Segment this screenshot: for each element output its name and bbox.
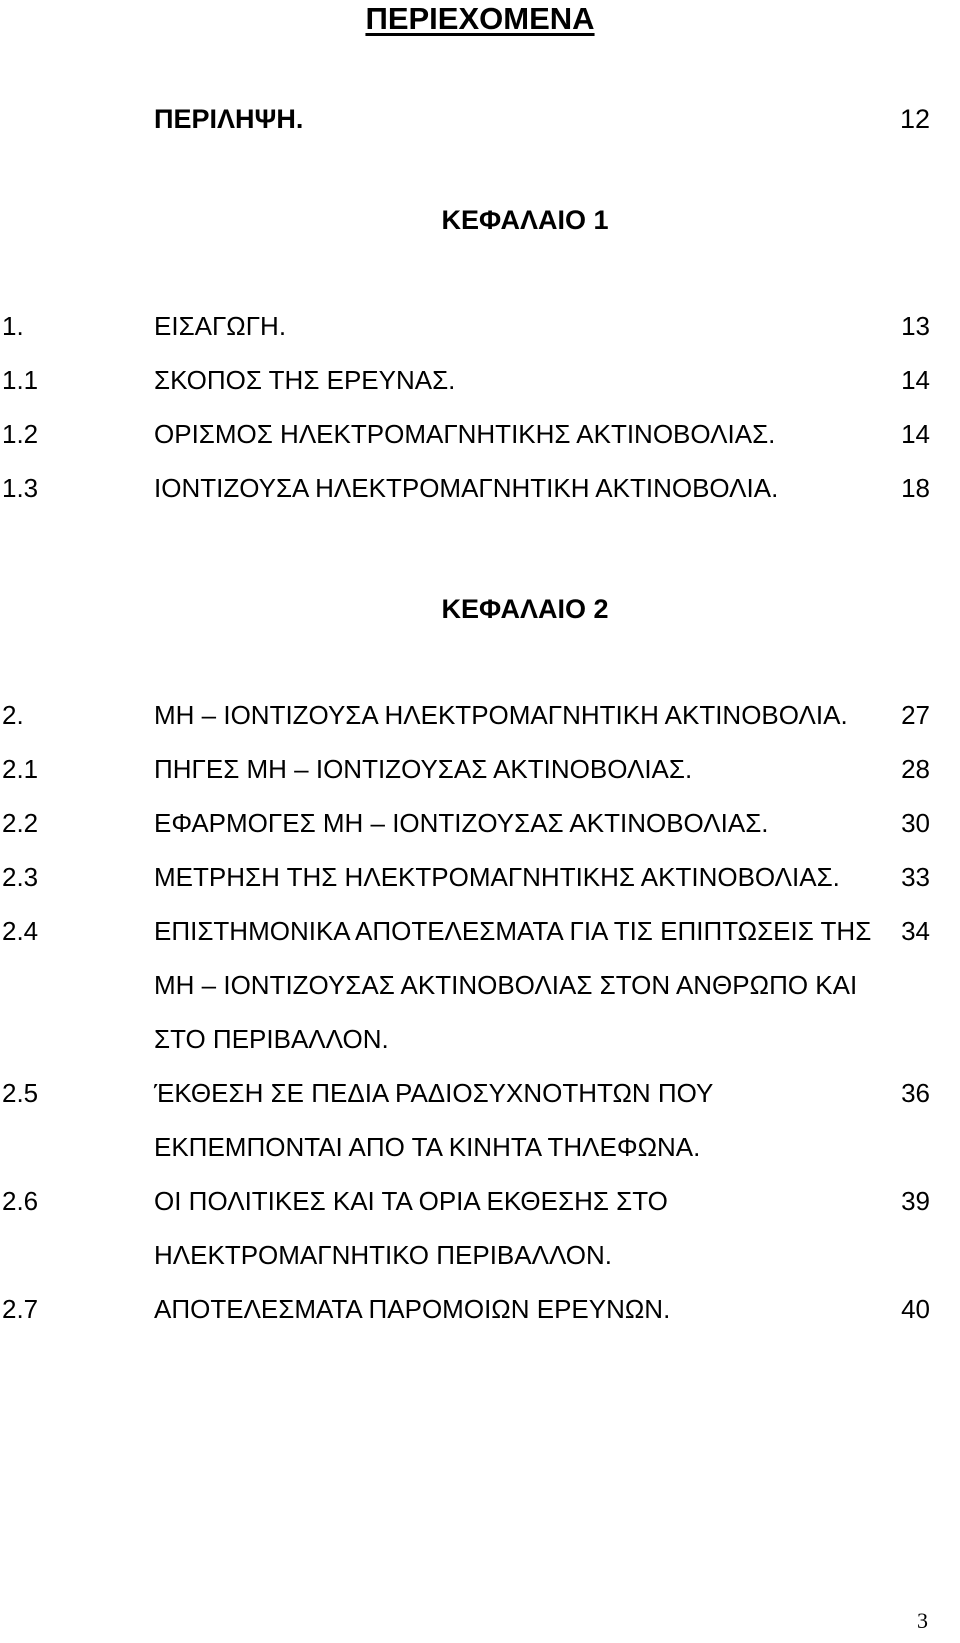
toc-page: 33 <box>901 862 930 892</box>
toc-page: 28 <box>901 754 930 784</box>
toc-page: 34 <box>901 916 930 946</box>
chapter-2-heading: ΚΕΦΑΛΑΙΟ 2 <box>441 594 609 624</box>
toc-title: ΜΗ – ΙΟΝΤΙΖΟΥΣΑ ΗΛΕΚΤΡΟΜΑΓΝΗΤΙΚΗ ΑΚΤΙΝΟΒΟΛΙΑ. <box>154 700 848 730</box>
toc-number: 2.4 <box>2 916 39 946</box>
toc-title: ΑΠΟΤΕΛΕΣΜΑΤΑ ΠΑΡΟΜΟΙΩΝ ΕΡΕΥΝΩΝ. <box>154 1294 671 1324</box>
toc-page: 39 <box>901 1186 930 1216</box>
page-title-text: ΠΕΡΙΕΧΟΜΕΝΑ <box>365 1 595 36</box>
toc-title: ΈΚΘΕΣΗ ΣΕ ΠΕΔΙΑ ΡΑΔΙΟΣΥΧΝΟΤΗΤΩΝ ΠΟΥ <box>154 1078 714 1108</box>
toc-number: 2.2 <box>2 808 39 838</box>
toc-number: 2.3 <box>2 862 39 892</box>
toc-title: ΕΦΑΡΜΟΓΕΣ ΜΗ – ΙΟΝΤΙΖΟΥΣΑΣ ΑΚΤΙΝΟΒΟΛΙΑΣ. <box>154 808 769 838</box>
toc-number: 1. <box>2 311 24 341</box>
toc-number: 2.1 <box>2 754 39 784</box>
toc-number: 1.2 <box>2 419 39 449</box>
footer-page-number: 3 <box>917 1608 928 1633</box>
toc-page: 30 <box>901 808 930 838</box>
toc-number: 1.1 <box>2 365 39 395</box>
toc-number: 2. <box>2 700 24 730</box>
toc-title: ΕΙΣΑΓΩΓΗ. <box>154 311 287 341</box>
summary-entry-page: 12 <box>899 104 930 134</box>
toc-number: 2.6 <box>2 1186 39 1216</box>
toc-page: 40 <box>901 1294 930 1324</box>
toc-title: ΠΗΓΕΣ ΜΗ – ΙΟΝΤΙΖΟΥΣΑΣ ΑΚΤΙΝΟΒΟΛΙΑΣ. <box>154 754 693 784</box>
toc-title: ΜΗ – ΙΟΝΤΙΖΟΥΣΑΣ ΑΚΤΙΝΟΒΟΛΙΑΣ ΣΤΟΝ ΑΝΘΡΩΠΟ ΚΑΙ <box>154 970 858 1000</box>
toc-page: 27 <box>901 700 930 730</box>
page-title <box>0 0 960 38</box>
toc-title: ΣΤΟ ΠΕΡΙΒΑΛΛΟΝ. <box>154 1024 389 1054</box>
toc-number: 1.3 <box>2 473 39 503</box>
toc-page: 18 <box>901 473 930 503</box>
toc-title: ΙΟΝΤΙΖΟΥΣΑ ΗΛΕΚΤΡΟΜΑΓΝΗΤΙΚΗ ΑΚΤΙΝΟΒΟΛΙΑ. <box>154 473 779 503</box>
chapter-1-heading: ΚΕΦΑΛΑΙΟ 1 <box>441 205 609 235</box>
toc-title: ΕΠΙΣΤΗΜΟΝΙΚΑ ΑΠΟΤΕΛΕΣΜΑΤΑ ΓΙΑ ΤΙΣ ΕΠΙΠΤΩΣΕΙΣ ΤΗΣ <box>154 916 872 946</box>
toc-title: ΗΛΕΚΤΡΟΜΑΓΝΗΤΙΚΟ ΠΕΡΙΒΑΛΛΟΝ. <box>154 1240 613 1270</box>
toc-title: ΟΙ ΠΟΛΙΤΙΚΕΣ ΚΑΙ ΤΑ ΟΡΙΑ ΕΚΘΕΣΗΣ ΣΤΟ <box>154 1186 668 1216</box>
toc-page: 14 <box>901 365 930 395</box>
toc-title: ΕΚΠΕΜΠΟΝΤΑΙ ΑΠΟ ΤΑ ΚΙΝΗΤΑ ΤΗΛΕΦΩΝΑ. <box>154 1132 701 1162</box>
toc-number: 2.5 <box>2 1078 39 1108</box>
toc-page: 13 <box>901 311 930 341</box>
toc-title: ΣΚΟΠΟΣ ΤΗΣ ΕΡΕΥΝΑΣ. <box>154 365 456 395</box>
toc-title: ΜΕΤΡΗΣΗ ΤΗΣ ΗΛΕΚΤΡΟΜΑΓΝΗΤΙΚΗΣ ΑΚΤΙΝΟΒΟΛΙΑΣ. <box>154 862 840 892</box>
summary-entry-label: ΠΕΡΙΛΗΨΗ. <box>154 104 304 134</box>
toc-page: 36 <box>901 1078 930 1108</box>
toc-page: 14 <box>901 419 930 449</box>
toc-title: ΟΡΙΣΜΟΣ ΗΛΕΚΤΡΟΜΑΓΝΗΤΙΚΗΣ ΑΚΤΙΝΟΒΟΛΙΑΣ. <box>154 419 776 449</box>
toc-number: 2.7 <box>2 1294 39 1324</box>
